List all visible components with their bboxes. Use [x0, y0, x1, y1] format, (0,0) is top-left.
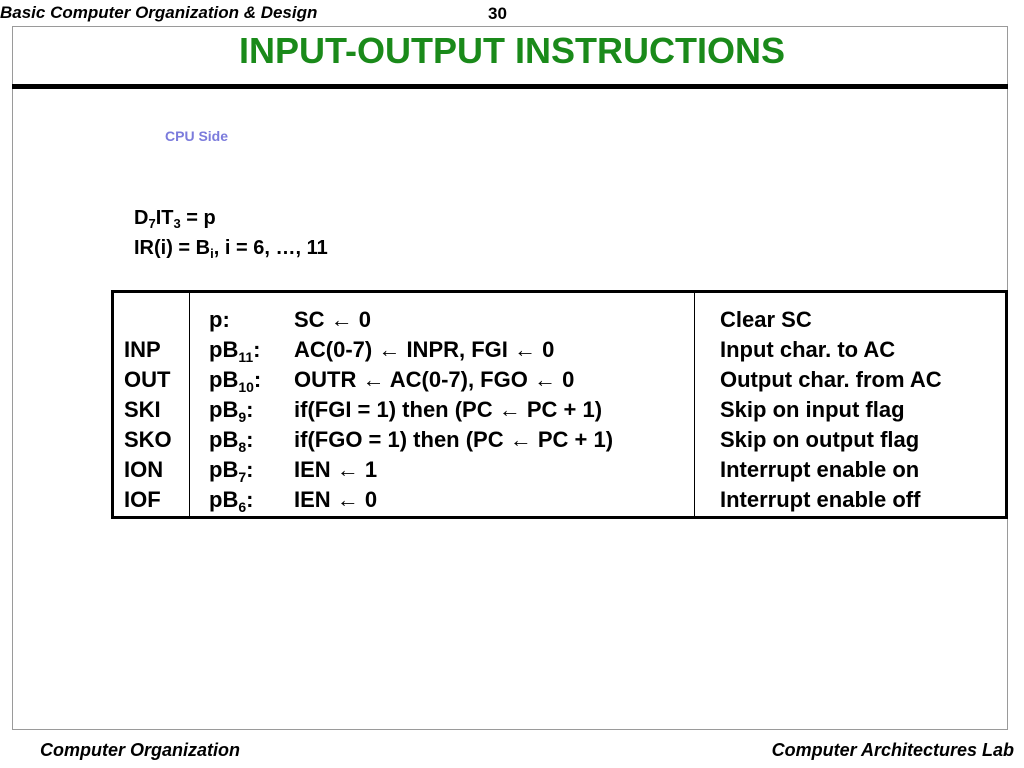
- eq2-post: , i = 6, …, 11: [213, 237, 328, 259]
- footer-right: Computer Architectures Lab: [771, 740, 1014, 760]
- cond-sub: 7: [238, 469, 247, 485]
- cpu-side-label: CPU Side: [165, 128, 229, 144]
- mnemonic-cell: INP: [124, 337, 161, 362]
- mnemonic-cell: IOF: [124, 487, 161, 512]
- cond-base: pB: [209, 367, 239, 392]
- operation-cell: if(FGI = 1) then (PC ← PC + 1): [294, 397, 603, 422]
- condition-cell: [209, 425, 261, 455]
- mnemonic-cell: SKI: [124, 397, 161, 422]
- eq-rest: = p: [180, 207, 216, 229]
- operation-cell: SC ← 0: [294, 307, 372, 332]
- col-divider-2: [694, 293, 695, 516]
- mnemonic-cell: SKO: [124, 427, 172, 452]
- cond-colon: :: [253, 367, 262, 392]
- eq-d-sub: 7: [148, 216, 156, 231]
- description-cell: Interrupt enable off: [720, 487, 921, 512]
- cond-base: pB: [209, 337, 239, 362]
- col-divider-1: [189, 293, 190, 516]
- condition-cell: [209, 455, 261, 485]
- mnemonic-cell: OUT: [124, 367, 171, 392]
- course-title: Basic Computer Organization & Design: [0, 3, 318, 22]
- operation-cell: if(FGO = 1) then (PC ← PC + 1): [294, 427, 614, 452]
- cond-sub: 6: [238, 499, 247, 515]
- footer-left: Computer Organization: [40, 740, 241, 760]
- io-instruction-table: [111, 290, 1008, 519]
- condition-cell: [209, 335, 261, 365]
- description-cell: Clear SC: [720, 307, 812, 332]
- operation-column: [294, 305, 613, 515]
- eq-it: IT: [155, 207, 174, 229]
- operation-cell: IEN ← 0: [294, 487, 378, 512]
- ir-bits-equation: [134, 237, 328, 260]
- decode-equation: [134, 207, 216, 230]
- description-column: [720, 305, 942, 515]
- cond-sub: 9: [238, 409, 247, 425]
- slide-title: INPUT-OUTPUT INSTRUCTIONS: [239, 30, 785, 71]
- cond-sub: 11: [238, 349, 254, 365]
- eq-d: D: [134, 207, 149, 229]
- cond-base: pB: [209, 397, 239, 422]
- mnemonic-column: [124, 305, 172, 515]
- description-cell: Output char. from AC: [720, 367, 942, 392]
- mnemonic-cell: ION: [124, 457, 164, 482]
- cond-base: pB: [209, 487, 239, 512]
- mnemonic-cell: [124, 305, 172, 335]
- title-divider: [12, 84, 1008, 89]
- cond-colon: :: [246, 397, 254, 422]
- description-cell: Interrupt enable on: [720, 457, 920, 482]
- cond-colon: :: [246, 427, 254, 452]
- cond-sub: 8: [238, 439, 247, 455]
- operation-cell: IEN ← 1: [294, 457, 378, 482]
- condition-cell: [209, 365, 261, 395]
- condition-cell: [209, 305, 261, 335]
- eq2-sub: i: [210, 246, 214, 261]
- description-cell: Skip on output flag: [720, 427, 920, 452]
- condition-cell: [209, 485, 261, 515]
- cond-sub: 10: [238, 379, 254, 395]
- description-cell: Input char. to AC: [720, 337, 896, 362]
- cond-colon: :: [253, 337, 261, 362]
- description-cell: Skip on input flag: [720, 397, 905, 422]
- eq-it-sub: 3: [173, 216, 181, 231]
- cond-base: pB: [209, 427, 239, 452]
- cond-base: pB: [209, 457, 239, 482]
- slide-number: 30: [488, 4, 507, 23]
- eq2-pre: IR(i) = B: [134, 237, 211, 259]
- condition-column: [209, 305, 261, 515]
- cond-base: p: [209, 307, 223, 332]
- operation-cell: AC(0-7) ← INPR, FGI ← 0: [294, 337, 555, 362]
- cond-colon: :: [246, 457, 254, 482]
- condition-cell: [209, 395, 261, 425]
- cond-colon: :: [246, 487, 254, 512]
- cond-colon: :: [222, 307, 230, 332]
- operation-cell: OUTR ← AC(0-7), FGO ← 0: [294, 367, 575, 392]
